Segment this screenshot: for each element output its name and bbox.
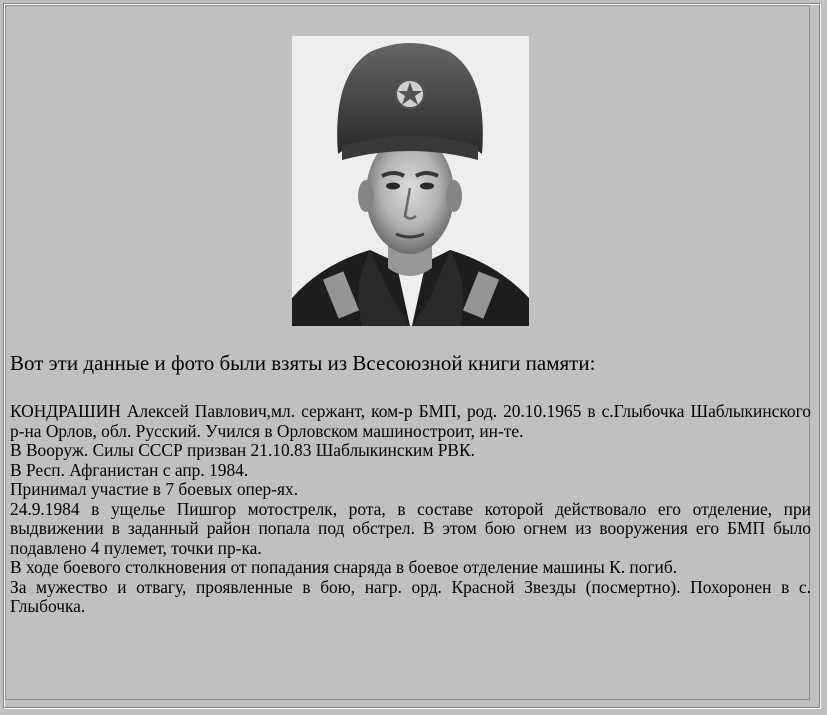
biography-text [10,402,811,617]
bio-paragraph: Принимал участие в 7 боевых опер-ях. [10,479,299,499]
bio-paragraph: В ходе боевого столкновения от попадания снаряда в боевое отделение машины К. погиб. [10,557,678,577]
soldier-portrait-photo [292,36,529,326]
soldier-portrait-image [292,36,529,326]
bio-paragraph: За мужество и отвагу, проявленные в бою, нагр. орд. Красной Звезды (посмертно). Похоронен в с. Глыбочка. [10,576,811,616]
source-heading: Вот эти данные и фото были взяты из Всесоюзной книги памяти: [10,351,596,375]
bio-paragraph: 24.9.1984 в ущелье Пишгор мотострелк, рота, в составе которой действовало его отделение, при выдвижении в заданный район попала под обстрел. В этом бою огнем из вооружения его БМП было подавлено 4 пулемет, точки пр-ка. [10,498,811,558]
bio-paragraph: КОНДРАШИН Алексей Павлович,мл. сержант, ком-р БМП, род. 20.10.1965 в с.Глыбочка Шаблыкинского р-на Орлов, обл. Русский. Учился в Орловском машиностроит, ин-те. [10,401,811,441]
bio-paragraph: В Вооруж. Силы СССР призван 21.10.83 Шаблыкинским РВК. [10,440,475,460]
bio-paragraph: В Респ. Афганистан с апр. 1984. [10,459,249,480]
